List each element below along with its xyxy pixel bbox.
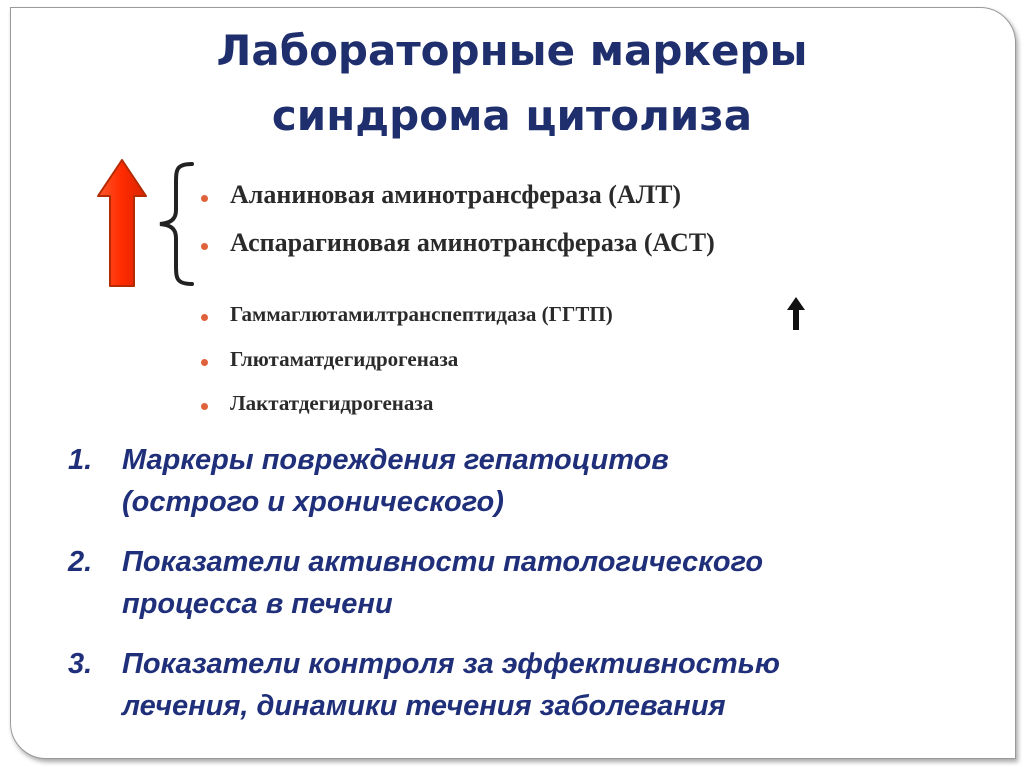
item-line-2: лечения, динамики течения заболевания: [122, 690, 726, 722]
item-line-2: процесса в печени: [122, 588, 393, 620]
up-arrow-icon: [96, 158, 148, 290]
slide-title-line-1: Лабораторные маркеры: [216, 26, 808, 75]
item-line-1: Показатели активности патологического: [122, 546, 764, 578]
bullet-icon: [201, 243, 208, 250]
slide-title-line-2: синдрома цитолиза: [271, 91, 753, 140]
item-line-1: Показатели контроля за эффективностью: [122, 648, 780, 680]
bullet-icon: [201, 359, 208, 366]
item-number: 3.: [68, 648, 93, 680]
up-arrow-icon: [786, 296, 806, 332]
left-brace-icon: [156, 160, 196, 288]
list-item: Гаммаглютамилтранспептидаза (ГГТП): [230, 302, 613, 326]
item-number: 2.: [68, 546, 93, 578]
list-item: Лактатдегидрогеназа: [230, 391, 434, 415]
bullet-icon: [201, 195, 208, 202]
bullet-icon: [201, 314, 208, 321]
list-item: Аланиновая аминотрансфераза (АЛТ): [230, 180, 682, 209]
bullet-icon: [201, 403, 208, 410]
item-line-2: (острого и хронического): [122, 486, 504, 518]
list-item: Глютаматдегидрогеназа: [230, 347, 459, 371]
list-item: Аспарагиновая аминотрансфераза (АСТ): [230, 228, 715, 257]
item-number: 1.: [68, 444, 93, 476]
item-line-1: Маркеры повреждения гепатоцитов: [122, 444, 669, 476]
